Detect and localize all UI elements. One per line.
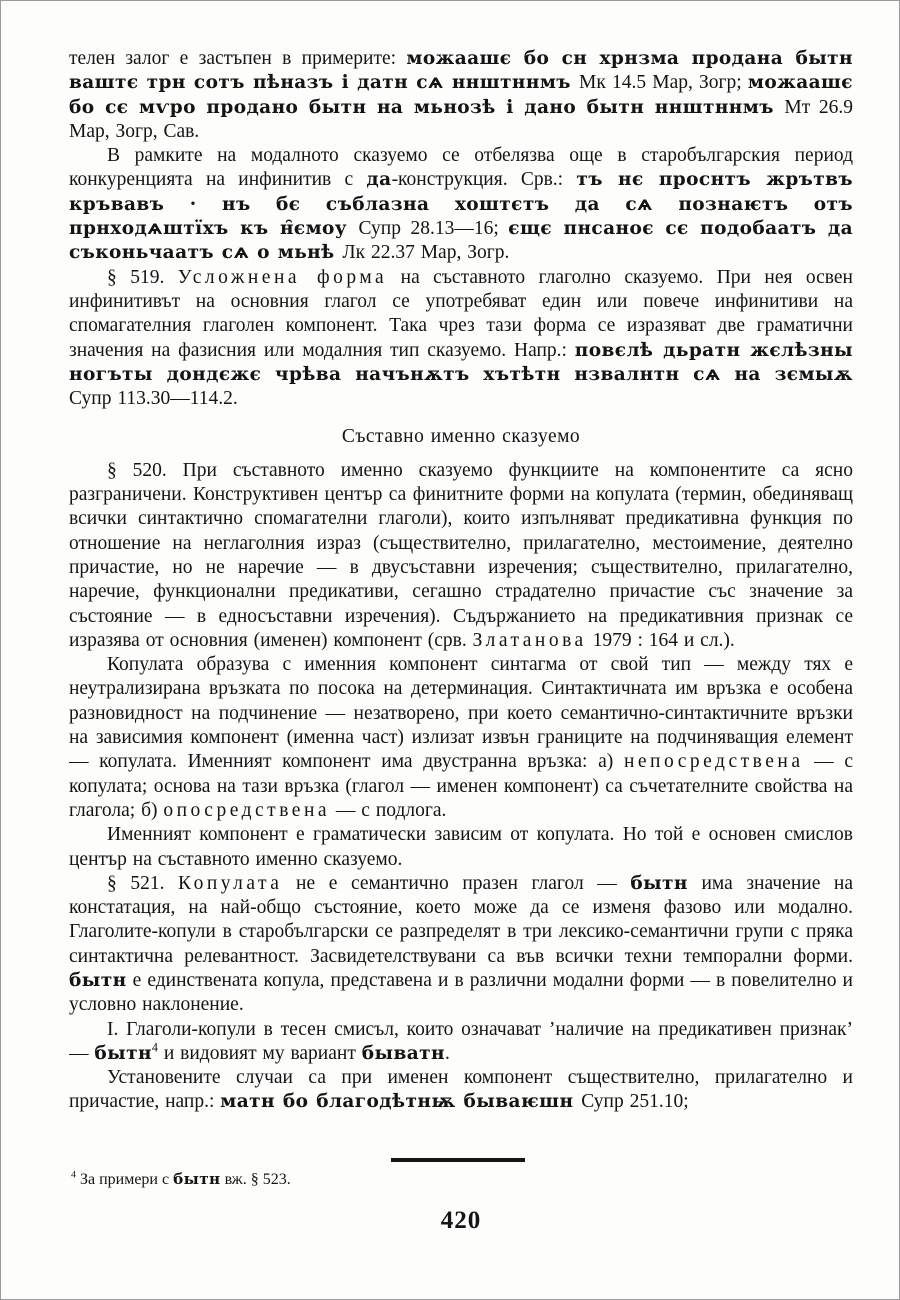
text-block (69, 47, 853, 1153)
body-text: на съставното глаголно сказуемо. При нея освен инфинитивът на основния глагол се употребяват един или повече инфинитиви на спомагателния глаголен компонент. Така чрез тази форма се изразяват две граматични значения на фазисния или модалния тип сказуемо. Напр.: (69, 266, 853, 361)
body-text: § 521. (107, 872, 179, 894)
old-church-slavonic-text: бытн (69, 969, 127, 991)
body-text: не е семантично празен глагол — (282, 872, 631, 894)
letterspaced-text: Златанова (472, 629, 587, 651)
footnote (71, 1169, 771, 1190)
paragraph (69, 459, 853, 653)
letterspaced-text: Копулата (178, 872, 283, 894)
body-text: Съставно именно сказуемо (341, 426, 581, 448)
old-church-slavonic-text: бытн (173, 1170, 221, 1188)
old-church-slavonic-text: быватн (361, 1042, 445, 1064)
body-text: В рамките на модалното сказуемо се отбелязва още в старобългарския период конкуренцията на инфинитив с (69, 145, 853, 191)
body-text: Супр 113.30—114.2. (69, 388, 238, 410)
body-text: Мк 14.5 Мар, Зогр; (579, 72, 748, 94)
body-text: -конструкция. Срв.: (391, 169, 577, 191)
old-church-slavonic-text: єщє пнсаноє сє подобаатъ да съконьчаатъ сѧ о мьнѣ (69, 218, 853, 264)
body-text: и видовият му вариант (157, 1042, 362, 1064)
body-text: е единствената копула, представена и в различни модални форми — в повелително и условно наклонение. (69, 969, 853, 1016)
footnote-reference-mark: 4 (151, 1040, 158, 1055)
body-text: Мт 26.9 Мар, Зогр, Сав. (69, 96, 853, 142)
old-church-slavonic-text: тъ нє проснтъ жрътвъ кръвавъ · нъ бє съблазна хоштєтъ да сѧ познаѥтъ отъ прнходѧштїхъ къ н̑ємоу (69, 169, 853, 240)
old-church-slavonic-text: можаашє бо сє мѵро продано бытн на мьнозѣ і дано бытн ннштннмъ (69, 72, 853, 118)
old-church-slavonic-text: бытн (630, 872, 688, 894)
body-text: — с подлога. (330, 799, 447, 821)
body-text: I. Глаголи-копули в тесен смисъл, които означават ’наличие на предикативен признак’ — (69, 1018, 853, 1064)
letterspaced-text: опосредствена (163, 799, 331, 821)
old-church-slavonic-text: да (366, 169, 392, 191)
body-text: Копулата образува с именния компонент синтагма от свой тип — между тях е неутрализирана връзката по посока на детерминация. Синтактичната им връзка е особена разновидност на подчинение — незатворено, при което семантично-синтактичните връзки на зависимия компонент (именна част) излизат извън границите на подчиняващия елемент — копулата. Именният компонент има двустранна връзка: а) (69, 654, 853, 773)
body-text: телен залог е застъпен в примерите: (69, 48, 407, 69)
body-text: Установените случаи са при именен компонент съществително, прилагателно и причастие, напр.: (69, 1067, 853, 1113)
body-text: има значение на констатация, на най-общо състояние, което може да се изменя фазово или модално. Глаголите-копули в старобългарски се разпределят в три лексико-семантични групи с пряка синтактична релевантност. Засвидетелствувани са във всички техни темпорални форми. (69, 872, 853, 967)
letterspaced-text: Усложнена форма (177, 266, 388, 288)
body-text: За примери с (75, 1171, 174, 1188)
body-text: вж. § 523. (220, 1171, 291, 1188)
paragraph (69, 872, 853, 1018)
body-text: 1979 : 164 и сл.). (586, 629, 735, 651)
paragraph (69, 823, 853, 872)
footnote-reference-mark: 4 (71, 1169, 76, 1181)
body-text: Супр 28.13—16; (358, 218, 509, 240)
paragraph (69, 653, 853, 823)
body-text: . (444, 1042, 450, 1064)
paragraph (69, 266, 853, 412)
footnote-separator-rule (391, 1158, 525, 1162)
paragraph (69, 144, 853, 265)
body-text: § 519. (107, 266, 178, 288)
old-church-slavonic-text: матн бо благодѣтнѭ бываѥшн (220, 1091, 582, 1113)
old-church-slavonic-text: повєлѣ дьратн жєлѣзны ногъты дондєжє чрѣва начънѫтъ хътѣтн нзвалнтн сѧ на зємыѫ (69, 339, 853, 385)
old-church-slavonic-text: бытн (94, 1042, 152, 1064)
body-text: Именният компонент е граматически зависим от копулата. Но той е основен смислов център на съставното именно сказуемо. (69, 824, 853, 870)
body-text: § 520. При съставното именно сказуемо функциите на компонентите са ясно разграничени. Конструктивен център са финитните форми на копулата (термин, обединяващ всички синтактично спомагателни глаголи), които изпълняват предикативна функция по отношение на неглаголния израз (съществително, прилагателно, местоимение, деятелно причастие, но не наречие — в двусъставни изречения; съществително, прилагателно, наречие, функционални предикативи, сегашно страдателно причастие със значение за състояние — в едносъставни изречения). Съдържанието на предикативния признак се изразява от основния (именен) компонент (срв. (69, 459, 853, 651)
page-number: 420 (440, 1207, 482, 1234)
old-church-slavonic-text: можаашє бо сн хрнзма продана бытн ваштє трн сотъ пѣназъ і датн сѧ ннштннмъ (69, 48, 853, 94)
paragraph (69, 1018, 853, 1067)
letterspaced-text: непосредствена (623, 751, 804, 773)
body-text: — с копулата; основа на тази връзка (глагол — именен компонент) са съчетателните свойства на глагола; б) (69, 751, 853, 821)
body-text: Супр 251.10; (581, 1091, 689, 1113)
paragraph (69, 1066, 853, 1115)
body-text: Лк 22.37 Мар, Зогр. (342, 242, 510, 264)
section-heading (69, 425, 853, 449)
paragraph (69, 47, 853, 144)
